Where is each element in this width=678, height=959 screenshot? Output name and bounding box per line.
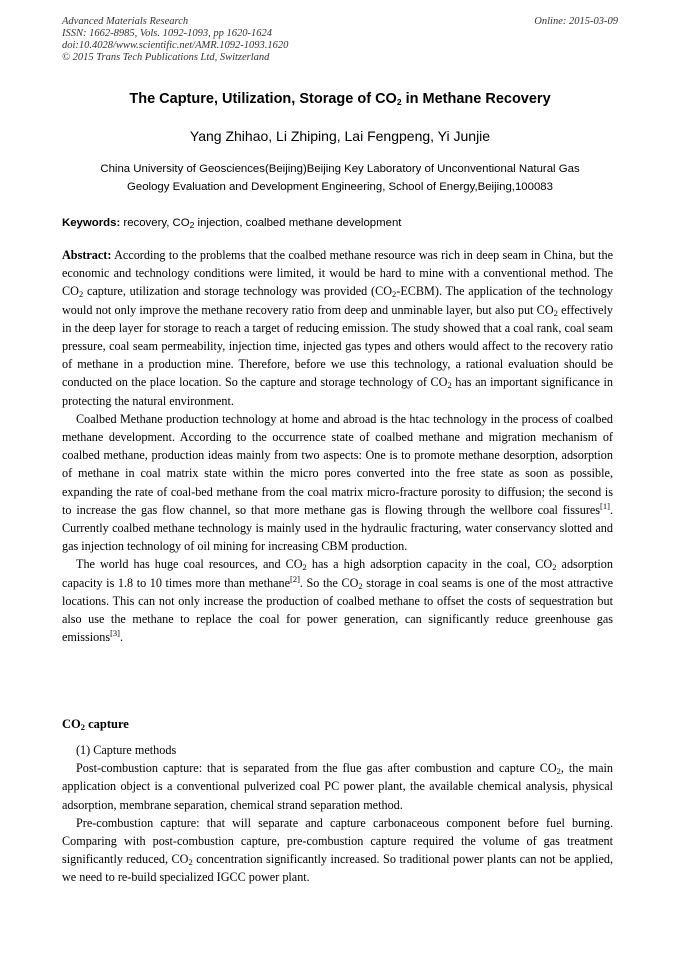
body-paragraph-2: Coalbed Methane production technology at home and abroad is the htac technology in the process of coalbed methane development. According to the occurrence state of coalbed methane and migration mechanism of coalbed methane, production ideas mainly from two aspects: One is to promote methane desorption, adsorption of methane in coal matrix state within the micro pores converted into the free state as soon as possible, expanding the rate of coal-bed methane from the coal matrix micro-fracture porosity to diffusion; the second is to increase the gas flow channel, so that more methane gas is flowing through the wellbore coal fissures[1]. Currently coalbed methane technology is mainly used in the hydraulic fracturing, water conservancy slotted and gas injection technology of oil mining for increasing CBM production. (62, 411, 613, 554)
section-heading-co2-capture: $CO_2$ capture (62, 717, 129, 732)
doi-line: doi:10.4028/www.scientific.net/AMR.1092-1093.1620 (62, 40, 289, 51)
body-paragraph-3: The world has huge coal resources, and $CO_2$ has a high adsorption capacity in the coal, $CO_2$ adsorption capacity is 1.8 to 10 times more than methane[2]. So the $CO_2$ storage in coal seams is one of the most attractive locations. This can not only increase the production of coalbed methane to offset the costs of sequestration but also use the methane to replace the coal for power generation, can significantly reduce greenhouse gas emissions[3]. (62, 557, 613, 645)
copyright-line: © 2015 Trans Tech Publications Ltd, Switzerland (62, 52, 270, 63)
paper-title: The Capture, Utilization, Storage of $CO_2$ in Methane Recovery (129, 91, 551, 107)
keywords: Keywords: recovery, $CO_2$ injection, coalbed methane development (62, 217, 402, 230)
citation-2: [2] (289, 573, 300, 584)
online-date: Online: 2015-03-09 (534, 16, 618, 27)
abstract-label: Abstract: (62, 248, 112, 262)
journal-name: Advanced Materials Research (62, 16, 189, 27)
affiliation-line-2: Geology Evaluation and Development Engineering, School of Energy,Beijing,100083 (127, 181, 553, 193)
body-paragraph-pre-combustion: Pre-combustion capture: that will separate and capture carbonaceous component before fuel burning. Comparing with post-combustion capture, pre-combustion capture required the volume of gas treatment significantly reduced, $CO_2$ concentration significantly increased. So traditional power plants can not be applied, we need to re-build specialized IGCC power plant. (62, 815, 613, 885)
subsection-capture-methods: (1) Capture methods (76, 743, 177, 757)
author-list: Yang Zhihao, Li Zhiping, Lai Fengpeng, Yi Junjie (189, 128, 491, 144)
issn-line: ISSN: 1662-8985, Vols. 1092-1093, pp 1620-1624 (62, 28, 272, 39)
body-paragraph-post-combustion: Post-combustion capture: that is separated from the flue gas after combustion and capture $CO_2$, the main application object is a conventional pulverized coal PC power plant, the available chemical analysis, physical adsorption, membrane separation, chemical strand separation method. (62, 761, 613, 812)
citation-3: [3] (110, 628, 120, 639)
affiliation (62, 160, 618, 196)
journal-header (62, 16, 618, 64)
citation-1: [1] (600, 500, 610, 511)
capture-section-body (62, 741, 613, 887)
affiliation-line-1: China University of Geosciences(Beijing)Beijing Key Laboratory of Unconventional Natural Gas (100, 163, 580, 175)
abstract-and-intro (62, 246, 613, 646)
keywords-label: Keywords: (62, 217, 121, 229)
abstract-paragraph: Abstract: According to the problems that the coalbed methane resource was rich in deep seam in China, but the economic and technology conditions were limited, it would be hard to mine with a conventional method. The $CO_2$ capture, utilization and storage technology was provided $(CO_2-ECBM)$. The application of the technology would not only improve the methane recovery ratio from deep and unminable layer, but also put $CO_2$ effectively in the deep layer for storage to reach a target of reducing emission. The study showed that a coal rank, coal seam pressure, coal seam permeability, injection time, injected gas types and others would affect to the recovery ratio of methane in a production mine. Therefore, before we use this technology, a rational evaluation should be conducted on the place location. So the capture and storage technology of $CO_2$ has an important significance in protecting the natural environment. (62, 248, 614, 408)
